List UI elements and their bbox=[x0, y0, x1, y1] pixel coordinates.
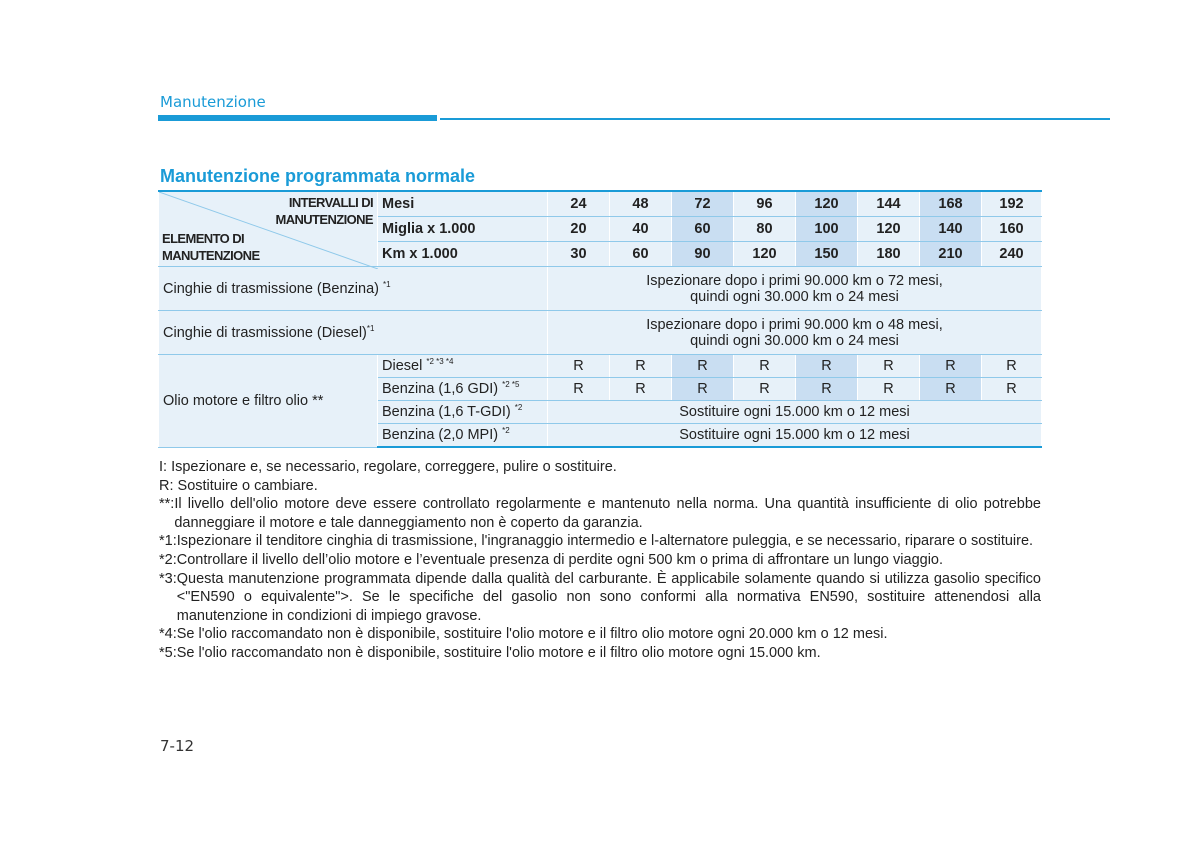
oil-variant-text: Diesel bbox=[382, 358, 427, 374]
footnote-text: R: Sostituire o cambiare. bbox=[159, 477, 318, 494]
belt-benzina-instruction bbox=[548, 267, 1042, 311]
interval-label: Km x 1.000 bbox=[378, 242, 548, 267]
instruction-line1: Ispezionare dopo i primi 90.000 km o 48 mesi, bbox=[646, 316, 943, 333]
footnote-mark: *2 bbox=[514, 403, 523, 413]
table-title: Manutenzione programmata normale bbox=[160, 166, 476, 186]
interval-value: 120 bbox=[796, 191, 858, 217]
oil-value: R bbox=[734, 378, 796, 401]
interval-value: 140 bbox=[920, 217, 982, 242]
oil-value: R bbox=[672, 355, 734, 378]
oil-variant-label bbox=[378, 401, 548, 424]
footnote-mark: *2 bbox=[502, 426, 510, 436]
oil-value: R bbox=[796, 378, 858, 401]
instruction-line1: Ispezionare dopo i primi 90.000 km o 72 mesi, bbox=[646, 272, 943, 289]
interval-label: Miglia x 1.000 bbox=[378, 217, 548, 242]
interval-value: 210 bbox=[920, 242, 982, 267]
footnote-text: Il livello dell'olio motore deve essere controllato regolarmente e mantenuto nella norma. Una quantità insufficiente di olio potrebbe danneggiare il motore e tale danneggiamento non è coperto da garanzia. bbox=[174, 496, 1041, 531]
interval-value: 80 bbox=[734, 217, 796, 242]
corner-bottom-line2: MANUTENZIONE bbox=[162, 248, 260, 263]
item-label-text: Cinghie di trasmissione (Diesel) bbox=[163, 324, 367, 341]
oil-value: R bbox=[858, 355, 920, 378]
footnote bbox=[159, 495, 1041, 532]
interval-value: 168 bbox=[920, 191, 982, 217]
oil-value: R bbox=[610, 378, 672, 401]
footnote bbox=[159, 477, 1041, 496]
interval-value: 160 bbox=[982, 217, 1042, 242]
interval-value: 150 bbox=[796, 242, 858, 267]
header-rule-thick bbox=[158, 115, 437, 121]
corner-header-items bbox=[162, 230, 260, 264]
footnote-mark: *2 *3 *4 bbox=[426, 357, 454, 367]
footnote bbox=[159, 532, 1041, 551]
oil-value: R bbox=[982, 355, 1042, 378]
interval-row-months bbox=[159, 191, 1042, 217]
footnote-mark: *2 *5 bbox=[502, 380, 520, 390]
corner-top-line2: MANUTENZIONE bbox=[275, 212, 373, 227]
interval-value: 144 bbox=[858, 191, 920, 217]
oil-value: R bbox=[920, 355, 982, 378]
row-oil-diesel bbox=[159, 355, 1042, 378]
interval-value: 120 bbox=[858, 217, 920, 242]
interval-value: 20 bbox=[548, 217, 610, 242]
oil-value: R bbox=[982, 378, 1042, 401]
oil-instruction: Sostituire ogni 15.000 km o 12 mesi bbox=[548, 401, 1042, 424]
oil-value: R bbox=[672, 378, 734, 401]
oil-variant-text: Benzina (1,6 GDI) bbox=[382, 381, 503, 397]
footnote-text: Se l'olio raccomandato non è disponibile, sostituire l'olio motore e il filtro olio motore ogni 15.000 km. bbox=[176, 644, 821, 661]
oil-value: R bbox=[796, 355, 858, 378]
page-number: 7-12 bbox=[160, 737, 195, 755]
corner-cell bbox=[159, 191, 378, 267]
corner-top-line1: INTERVALLI DI bbox=[288, 195, 373, 210]
oil-value: R bbox=[858, 378, 920, 401]
interval-value: 60 bbox=[672, 217, 734, 242]
section-title: Manutenzione bbox=[160, 93, 266, 111]
oil-variant-text: Benzina (1,6 T-GDI) bbox=[382, 404, 515, 420]
interval-value: 48 bbox=[610, 191, 672, 217]
oil-value: R bbox=[920, 378, 982, 401]
item-label-oil: Olio motore e filtro olio ** bbox=[159, 355, 378, 448]
header-rule-thin bbox=[440, 118, 1110, 120]
footnote bbox=[159, 570, 1041, 626]
corner-header-intervals bbox=[275, 194, 373, 228]
interval-value: 24 bbox=[548, 191, 610, 217]
interval-value: 90 bbox=[672, 242, 734, 267]
interval-label: Mesi bbox=[378, 191, 548, 217]
oil-value: R bbox=[610, 355, 672, 378]
footnote bbox=[159, 458, 1041, 477]
interval-value: 60 bbox=[610, 242, 672, 267]
interval-value: 180 bbox=[858, 242, 920, 267]
instruction-line2: quindi ogni 30.000 km o 24 mesi bbox=[690, 288, 899, 305]
footnote-key: *3: bbox=[159, 570, 177, 587]
footnote-key: *5: bbox=[159, 644, 177, 661]
oil-variant-text: Benzina (2,0 MPI) bbox=[382, 427, 503, 443]
footnote-key: *2: bbox=[159, 551, 177, 568]
interval-value: 192 bbox=[982, 191, 1042, 217]
oil-value: R bbox=[734, 355, 796, 378]
row-belt-benzina bbox=[159, 267, 1042, 311]
interval-value: 96 bbox=[734, 191, 796, 217]
footnote bbox=[159, 625, 1041, 644]
footnote bbox=[159, 551, 1041, 570]
interval-value: 100 bbox=[796, 217, 858, 242]
item-label-text: Cinghie di trasmissione (Benzina) bbox=[163, 280, 384, 297]
footnote-text: Questa manutenzione programmata dipende dalla qualità del carburante. È applicabile solamente quando si utilizza gasolio specifico <"EN590 o equivalente">. Se le specifiche del gasolio non sono conformi alla normativa EN590, sostituire attenendosi alla manutenzione in condizioni di impiego gravose. bbox=[176, 570, 1041, 624]
item-label-belt-diesel bbox=[159, 311, 548, 355]
interval-value: 120 bbox=[734, 242, 796, 267]
oil-value: R bbox=[548, 355, 610, 378]
belt-diesel-instruction bbox=[548, 311, 1042, 355]
interval-value: 40 bbox=[610, 217, 672, 242]
footnote-key: *4: bbox=[159, 626, 177, 643]
footnote-text: Se l'olio raccomandato non è disponibile, sostituire l'olio motore e il filtro olio motore ogni 20.000 km o 12 mesi. bbox=[176, 626, 888, 643]
maintenance-table bbox=[158, 190, 1042, 448]
footnote bbox=[159, 644, 1041, 663]
footnotes bbox=[159, 458, 1041, 663]
footnote-text: Controllare il livello dell’olio motore e l’eventuale presenza di perdite ogni 500 km o prima di affrontare un lungo viaggio. bbox=[176, 551, 944, 568]
instruction-line2: quindi ogni 30.000 km o 24 mesi bbox=[690, 332, 899, 349]
interval-value: 30 bbox=[548, 242, 610, 267]
footnote-mark: *1 bbox=[366, 323, 375, 333]
footnote-key: *1: bbox=[159, 533, 177, 550]
oil-value: R bbox=[548, 378, 610, 401]
oil-variant-label bbox=[378, 378, 548, 401]
oil-variant-label bbox=[378, 355, 548, 378]
footnote-text: I: Ispezionare e, se necessario, regolare, correggere, pulire o sostituire. bbox=[159, 459, 617, 475]
footnote-text: Ispezionare il tenditore cinghia di trasmissione, l'ingranaggio intermedio e l-alternatore puleggia, e se necessario, riparare o sostituire. bbox=[176, 533, 1034, 550]
corner-bottom-line1: ELEMENTO DI bbox=[162, 231, 245, 246]
row-belt-diesel bbox=[159, 311, 1042, 355]
item-label-belt-benzina bbox=[159, 267, 548, 311]
footnote-key: **: bbox=[159, 496, 175, 513]
interval-value: 72 bbox=[672, 191, 734, 217]
oil-variant-label bbox=[378, 424, 548, 448]
footnote-mark: *1 bbox=[383, 279, 391, 289]
oil-instruction: Sostituire ogni 15.000 km o 12 mesi bbox=[548, 424, 1042, 448]
interval-value: 240 bbox=[982, 242, 1042, 267]
